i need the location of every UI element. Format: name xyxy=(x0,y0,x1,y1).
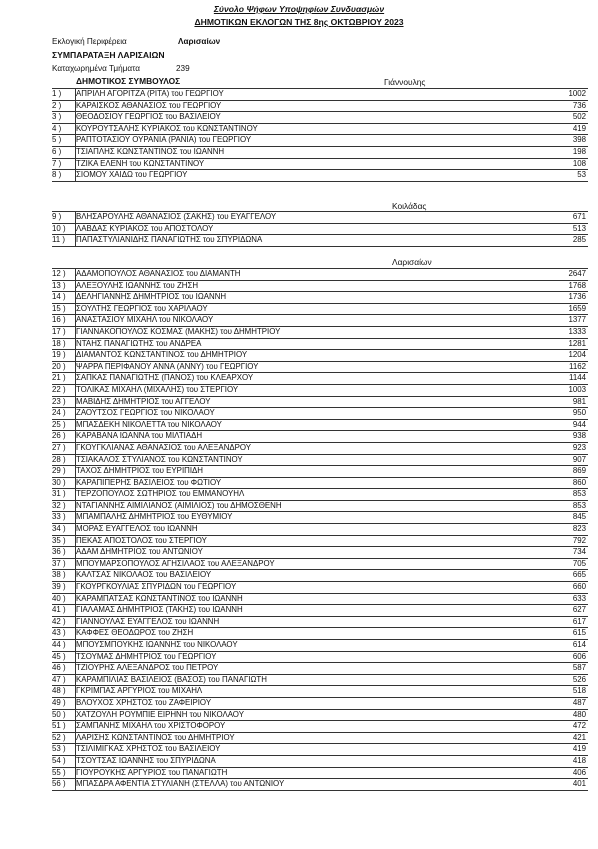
table-row xyxy=(52,768,588,780)
candidate-name: ΔΙΑΜΑΝΤΟΣ ΚΩΝΣΤΑΝΤΙΝΟΣ του ΔΗΜΗΤΡΙΟΥ xyxy=(76,350,248,360)
candidate-name: ΓΙΑΝΝΟΥΛΑΣ ΕΥΑΓΓΕΛΟΣ του ΙΩΑΝΝΗ xyxy=(76,616,220,626)
candidate-votes: 472 xyxy=(572,721,586,731)
table-row xyxy=(52,698,588,710)
candidate-number: 1 ) xyxy=(52,89,62,98)
candidate-name: ΠΕΚΑΣ ΑΠΟΣΤΟΛΟΣ του ΣΤΕΡΓΙΟΥ xyxy=(76,535,207,545)
candidate-votes: 671 xyxy=(572,212,586,221)
table-row xyxy=(52,605,588,617)
candidate-number: 21 ) xyxy=(52,373,66,383)
candidate-name: ΣΑΠΚΑΣ ΠΑΝΑΓΙΩΤΗΣ (ΠΑΝΟΣ) του ΚΛΕΑΡΧΟΥ xyxy=(76,373,254,383)
table-row xyxy=(52,779,588,791)
table-row xyxy=(52,663,588,675)
candidate-number: 45 ) xyxy=(52,651,66,661)
candidate-name: ΑΛΕΞΟΥΛΗΣ ΙΩΑΝΝΗΣ του ΖΗΣΗ xyxy=(76,280,199,290)
candidate-name: ΚΑΡΑΠΙΠΕΡΗΣ ΒΑΣΙΛΕΙΟΣ του ΦΩΤΙΟΥ xyxy=(76,477,222,487)
candidate-number: 56 ) xyxy=(52,779,66,789)
table-row xyxy=(52,385,588,397)
candidate-votes: 419 xyxy=(572,744,586,754)
table-row xyxy=(52,112,588,124)
candidate-votes: 736 xyxy=(572,100,586,110)
candidate-name: ΤΣΟΥΜΑΣ ΔΗΜΗΤΡΙΟΣ του ΓΕΩΡΓΙΟΥ xyxy=(76,651,217,661)
candidate-name: ΨΑΡΡΑ ΠΕΡΙΦΑΝΟΥ ΑΝΝΑ (ΑΝΝΥ) του ΓΕΩΡΓΙΟΥ xyxy=(76,361,259,371)
table-row xyxy=(52,269,588,281)
candidate-number: 38 ) xyxy=(52,570,66,580)
candidate-name: ΤΣΙΑΚΑΛΟΣ ΣΤΥΛΙΑΝΟΣ του ΚΩΝΣΤΑΝΤΙΝΟΥ xyxy=(76,454,243,464)
candidate-votes: 615 xyxy=(572,628,586,638)
candidate-number: 35 ) xyxy=(52,535,66,545)
candidate-name: ΓΚΟΥΡΓΚΟΥΛΙΑΣ ΣΠΥΡΙΔΩΝ του ΓΕΩΡΓΙΟΥ xyxy=(76,582,237,592)
candidate-name: ΑΠΡΙΛΗ ΑΓΟΡΙΤΖΑ (ΡΙΤΑ) του ΓΕΩΡΓΙΟΥ xyxy=(76,89,224,98)
candidate-votes: 1204 xyxy=(568,350,586,360)
table-row xyxy=(52,652,588,664)
table-row xyxy=(52,536,588,548)
candidate-number: 40 ) xyxy=(52,593,66,603)
candidate-votes: 513 xyxy=(572,223,586,233)
candidate-number: 50 ) xyxy=(52,709,66,719)
candidate-name: ΜΠΟΥΜΑΡΣΟΠΟΥΛΟΣ ΑΓΗΣΙΛΑΟΣ του ΑΛΕΞΑΝΔΡΟΥ xyxy=(76,558,275,568)
candidate-name: ΘΕΟΔΟΣΙΟΥ ΓΕΩΡΓΙΟΣ του ΒΑΣΙΛΕΙΟΥ xyxy=(76,112,221,122)
candidate-name: ΒΛΟΥΧΟΣ ΧΡΗΣΤΟΣ του ΖΑΦΕΙΡΙΟΥ xyxy=(76,697,212,707)
table-row xyxy=(52,640,588,652)
table-row xyxy=(52,373,588,385)
candidate-number: 31 ) xyxy=(52,489,66,499)
table-row xyxy=(52,304,588,316)
table-row xyxy=(52,466,588,478)
candidate-number: 7 ) xyxy=(52,158,62,168)
candidate-number: 19 ) xyxy=(52,350,66,360)
column-header: ΔΗΜΟΤΙΚΟΣ ΣΥΜΒΟΥΛΟΣ xyxy=(76,76,181,86)
candidate-votes: 792 xyxy=(572,535,586,545)
candidate-votes: 869 xyxy=(572,466,586,476)
candidate-votes: 633 xyxy=(572,593,586,603)
candidate-votes: 853 xyxy=(572,489,586,499)
candidate-number: 9 ) xyxy=(52,212,62,221)
candidate-number: 26 ) xyxy=(52,431,66,441)
table-row xyxy=(52,628,588,640)
table-row xyxy=(52,101,588,113)
candidate-name: ΝΤΑΓΙΑΝΝΗΣ ΑΙΜΙΛΙΑΝΟΣ (ΑΙΜΙΛΙΟΣ) του ΔΗΜΟΣΘΕΝΗ xyxy=(76,500,282,510)
candidate-name: ΣΑΜΠΑΝΗΣ ΜΙΧΑΗΛ του ΧΡΙΣΤΟΦΟΡΟΥ xyxy=(76,721,226,731)
candidate-votes: 981 xyxy=(572,396,586,406)
candidate-name: ΜΠΑΜΠΑΛΗΣ ΔΗΜΗΤΡΙΟΣ του ΕΥΘΥΜΙΟΥ xyxy=(76,512,233,522)
candidate-name: ΤΣΙΑΠΛΗΣ ΚΩΝΣΤΑΝΤΙΝΟΣ του ΙΩΑΝΝΗ xyxy=(76,146,225,156)
document-subtitle: ΔΗΜΟΤΙΚΩΝ ΕΚΛΟΓΩΝ ΤΗΣ 8ης ΟΚΤΩΒΡΙΟΥ 2023 xyxy=(194,17,404,27)
candidate-votes: 1659 xyxy=(568,303,586,313)
candidate-name: ΖΑΟΥΤΣΟΣ ΓΕΩΡΓΙΟΣ του ΝΙΚΟΛΑΟΥ xyxy=(76,408,215,418)
table-row xyxy=(52,408,588,420)
candidate-number: 23 ) xyxy=(52,396,66,406)
candidate-number: 10 ) xyxy=(52,223,66,233)
candidate-number: 29 ) xyxy=(52,466,66,476)
table-row xyxy=(52,547,588,559)
candidate-votes: 606 xyxy=(572,651,586,661)
candidate-number: 49 ) xyxy=(52,697,66,707)
candidate-name: ΤΕΡΖΟΠΟΥΛΟΣ ΣΩΤΗΡΙΟΣ του ΕΜΜΑΝΟΥΗΛ xyxy=(76,489,245,499)
table-row xyxy=(52,397,588,409)
candidate-number: 37 ) xyxy=(52,558,66,568)
table-row xyxy=(52,339,588,351)
table-row xyxy=(52,686,588,698)
candidate-number: 16 ) xyxy=(52,315,66,325)
candidate-number: 47 ) xyxy=(52,674,66,684)
candidate-name: ΓΙΑΛΑΜΑΣ ΔΗΜΗΤΡΙΟΣ (ΤΑΚΗΣ) του ΙΩΑΝΝΗ xyxy=(76,605,243,615)
candidate-votes: 614 xyxy=(572,640,586,649)
candidate-number: 52 ) xyxy=(52,732,66,742)
candidate-number: 28 ) xyxy=(52,454,66,464)
region-label: Εκλογική Περιφέρεια xyxy=(52,37,127,46)
candidate-name: ΤΑΧΟΣ ΔΗΜΗΤΡΙΟΣ του ΕΥΡΙΠΙΔΗ xyxy=(76,466,203,476)
candidate-votes: 398 xyxy=(572,135,586,145)
candidate-votes: 907 xyxy=(572,454,586,464)
candidate-name: ΤΖΙΟΥΡΗΣ ΑΛΕΞΑΝΔΡΟΣ του ΠΕΤΡΟΥ xyxy=(76,663,219,673)
table-row xyxy=(52,135,588,147)
candidate-votes: 705 xyxy=(572,558,586,568)
candidate-number: 25 ) xyxy=(52,419,66,429)
candidate-name: ΠΑΠΑΣΤΥΛΙΑΝΙΔΗΣ ΠΑΝΑΓΙΩΤΗΣ του ΣΠΥΡΙΔΩΝΑ xyxy=(76,235,263,245)
candidate-votes: 853 xyxy=(572,500,586,510)
candidate-name: ΜΟΡΑΣ ΕΥΑΓΓΕΛΟΣ του ΙΩΑΝΝΗ xyxy=(76,524,198,534)
candidate-number: 11 ) xyxy=(52,235,66,245)
candidate-number: 44 ) xyxy=(52,640,66,649)
candidate-name: ΒΛΗΣΑΡΟΥΛΗΣ ΑΘΑΝΑΣΙΟΣ (ΣΑΚΗΣ) του ΕΥΑΓΓΕΛΟΥ xyxy=(76,212,277,221)
candidate-name: ΜΠΑΣΔΕΚΗ ΝΙΚΟΛΕΤΤΑ του ΝΙΚΟΛΑΟΥ xyxy=(76,419,222,429)
document-title: Σύνολο Ψήφων Υποψηφίων Συνδυασμών xyxy=(213,4,385,14)
sections-value: 239 xyxy=(176,64,190,73)
table-row xyxy=(52,224,588,236)
candidate-votes: 938 xyxy=(572,431,586,441)
candidate-name: ΓΙΑΝΝΑΚΟΠΟΥΛΟΣ ΚΟΣΜΑΣ (ΜΑΚΗΣ) του ΔΗΜΗΤΡΙΟΥ xyxy=(76,326,281,336)
candidate-votes: 587 xyxy=(572,663,586,673)
table-row xyxy=(52,455,588,467)
candidate-votes: 198 xyxy=(572,146,586,156)
candidate-votes: 1281 xyxy=(568,338,586,348)
candidate-votes: 860 xyxy=(572,477,586,487)
candidate-votes: 923 xyxy=(572,442,586,452)
candidate-votes: 1736 xyxy=(568,292,586,302)
candidate-name: ΜΑΒΙΔΗΣ ΔΗΜΗΤΡΙΟΣ του ΑΓΓΕΛΟΥ xyxy=(76,396,211,406)
candidate-number: 42 ) xyxy=(52,616,66,626)
candidate-votes: 950 xyxy=(572,408,586,418)
candidate-name: ΚΑΡΑΜΠΙΛΙΑΣ ΒΑΣΙΛΕΙΟΣ (ΒΑΣΟΣ) του ΠΑΝΑΓΙΩΤΗ xyxy=(76,674,267,684)
table-row xyxy=(52,292,588,304)
candidate-number: 53 ) xyxy=(52,744,66,754)
candidate-name: ΤΣΙΛΙΜΙΓΚΑΣ ΧΡΗΣΤΟΣ του ΒΑΣΙΛΕΙΟΥ xyxy=(76,744,221,754)
candidate-votes: 487 xyxy=(572,697,586,707)
table-row xyxy=(52,443,588,455)
party-name: ΣΥΜΠΑΡΑΤΑΞΗ ΛΑΡΙΣΑΙΩΝ xyxy=(52,50,165,60)
candidate-votes: 1333 xyxy=(568,326,586,336)
candidate-name: ΛΑΒΔΑΣ ΚΥΡΙΑΚΟΣ του ΑΠΟΣΤΟΛΟΥ xyxy=(76,223,214,233)
candidate-name: ΚΑΛΤΣΑΣ ΝΙΚΟΛΑΟΣ του ΒΑΣΙΛΕΙΟΥ xyxy=(76,570,212,580)
candidate-name: ΜΠΑΣΔΡΑ ΑΦΕΝΤΙΑ ΣΤΥΛΙΑΝΗ (ΣΤΕΛΛΑ) του ΑΝΤΩΝΙΟΥ xyxy=(76,779,285,789)
candidate-votes: 660 xyxy=(572,582,586,592)
candidate-votes: 845 xyxy=(572,512,586,522)
table-row xyxy=(52,582,588,594)
candidate-number: 13 ) xyxy=(52,280,66,290)
table-row xyxy=(52,501,588,513)
candidate-votes: 2647 xyxy=(568,269,586,278)
table-row xyxy=(52,617,588,629)
candidate-name: ΚΟΥΡΟΥΤΣΑΛΗΣ ΚΥΡΙΑΚΟΣ του ΚΩΝΣΤΑΝΤΙΝΟΥ xyxy=(76,123,258,133)
candidate-number: 55 ) xyxy=(52,767,66,777)
candidate-name: ΚΑΦΦΕΣ ΘΕΟΔΩΡΟΣ του ΖΗΣΗ xyxy=(76,628,194,638)
candidate-number: 34 ) xyxy=(52,524,66,534)
sections-label: Καταχωρημένα Τμήματα xyxy=(52,64,140,73)
candidate-votes: 1162 xyxy=(569,361,586,371)
region-value: Λαρισαίων xyxy=(178,37,221,46)
candidate-votes: 617 xyxy=(572,616,586,626)
candidate-name: ΣΙΟΜΟΥ ΧΑΙΔΩ του ΓΕΩΡΓΙΟΥ xyxy=(76,170,188,180)
candidate-number: 43 ) xyxy=(52,628,66,638)
candidate-number: 36 ) xyxy=(52,547,66,557)
candidate-name: ΔΕΛΗΓΙΑΝΝΗΣ ΔΗΜΗΤΡΙΟΣ του ΙΩΑΝΝΗ xyxy=(76,292,227,302)
table-row xyxy=(52,159,588,171)
candidate-number: 6 ) xyxy=(52,146,62,156)
candidate-number: 30 ) xyxy=(52,477,66,487)
candidate-name: ΑΔΑΜ ΔΗΜΗΤΡΙΟΣ του ΑΝΤΩΝΙΟΥ xyxy=(76,547,203,557)
candidate-number: 32 ) xyxy=(52,500,66,510)
candidate-number: 24 ) xyxy=(52,408,66,418)
table-row xyxy=(52,594,588,606)
table-row xyxy=(52,235,588,247)
table-row xyxy=(52,675,588,687)
candidate-votes: 1002 xyxy=(568,89,586,98)
candidate-name: ΡΑΠΤΟΤΑΣΙΟΥ ΟΥΡΑΝΙΑ (ΡΑΝΙΑ) του ΓΕΩΡΓΙΟΥ xyxy=(76,135,252,145)
table-row xyxy=(52,147,588,159)
candidate-name: ΤΟΛΙΚΑΣ ΜΙΧΑΗΛ (ΜΙΧΑΛΗΣ) του ΣΤΕΡΓΙΟΥ xyxy=(76,384,239,394)
candidate-number: 2 ) xyxy=(52,100,62,110)
table-row xyxy=(52,524,588,536)
table-row xyxy=(52,489,588,501)
table-row xyxy=(52,721,588,733)
table-row xyxy=(52,420,588,432)
candidate-number: 41 ) xyxy=(52,605,66,615)
candidate-name: ΚΑΡΑΒΑΝΑ ΙΩΑΝΝΑ του ΜΙΛΤΙΑΔΗ xyxy=(76,431,203,441)
table-row xyxy=(52,512,588,524)
candidate-votes: 421 xyxy=(572,732,586,742)
candidate-number: 22 ) xyxy=(52,384,66,394)
table-row xyxy=(52,362,588,374)
candidate-number: 15 ) xyxy=(52,303,66,313)
candidate-name: ΚΑΡΑΙΣΚΟΣ ΑΘΑΝΑΣΙΟΣ του ΓΕΩΡΓΙΟΥ xyxy=(76,100,222,110)
candidate-name: ΝΤΑΗΣ ΠΑΝΑΓΙΩΤΗΣ του ΑΝΔΡΕΑ xyxy=(76,338,202,348)
candidate-number: 33 ) xyxy=(52,512,66,522)
candidate-votes: 627 xyxy=(572,605,586,615)
table-row xyxy=(52,570,588,582)
group-title: Λαρισαίων xyxy=(392,257,432,267)
candidate-votes: 285 xyxy=(572,235,586,245)
candidate-votes: 1003 xyxy=(568,384,586,394)
candidate-number: 8 ) xyxy=(52,170,62,180)
candidate-number: 20 ) xyxy=(52,361,66,371)
candidate-votes: 1768 xyxy=(568,280,586,290)
candidate-name: ΛΑΡΙΣΗΣ ΚΩΝΣΤΑΝΤΙΝΟΣ του ΔΗΜΗΤΡΙΟΥ xyxy=(76,732,235,742)
candidate-number: 17 ) xyxy=(52,326,66,336)
candidate-votes: 418 xyxy=(572,755,586,765)
candidate-votes: 53 xyxy=(577,170,586,180)
candidate-number: 48 ) xyxy=(52,686,66,696)
table-row xyxy=(52,756,588,768)
group-rows-2 xyxy=(52,268,588,791)
candidate-votes: 823 xyxy=(572,524,586,534)
candidate-number: 46 ) xyxy=(52,663,66,673)
candidate-votes: 406 xyxy=(572,767,586,777)
table-row xyxy=(52,124,588,136)
table-row xyxy=(52,212,588,224)
table-row xyxy=(52,733,588,745)
table-row xyxy=(52,350,588,362)
candidate-number: 18 ) xyxy=(52,338,66,348)
candidate-votes: 502 xyxy=(572,112,586,122)
group-title: Γιάννουλης xyxy=(384,77,426,87)
candidate-votes: 108 xyxy=(572,158,586,168)
table-row xyxy=(52,281,588,293)
group-title: Κοιλάδας xyxy=(392,201,427,211)
candidate-votes: 518 xyxy=(572,686,586,696)
candidate-votes: 419 xyxy=(572,123,586,133)
candidate-name: ΣΟΥΛΤΗΣ ΓΕΩΡΓΙΟΣ του ΧΑΡΙΛΑΟΥ xyxy=(76,303,208,313)
candidate-name: ΑΔΑΜΟΠΟΥΛΟΣ ΑΘΑΝΑΣΙΟΣ του ΔΙΑΜΑΝΤΗ xyxy=(76,269,241,278)
candidate-name: ΤΣΟΥΤΣΑΣ ΙΩΑΝΝΗΣ του ΣΠΥΡΙΔΩΝΑ xyxy=(76,755,216,765)
candidate-name: ΧΑΤΖΟΥΛΗ ΡΟΥΜΠΙΕ ΕΙΡΗΝΗ του ΝΙΚΟΛΑΟΥ xyxy=(76,709,244,719)
candidate-number: 54 ) xyxy=(52,755,66,765)
candidate-number: 5 ) xyxy=(52,135,62,145)
candidate-name: ΤΖΙΚΑ ΕΛΕΝΗ του ΚΩΝΣΤΑΝΤΙΝΟΥ xyxy=(76,158,205,168)
candidate-name: ΓΙΟΥΡΟΥΚΗΣ ΑΡΓΥΡΙΟΣ του ΠΑΝΑΓΙΩΤΗ xyxy=(76,767,228,777)
candidate-name: ΑΝΑΣΤΑΣΙΟΥ ΜΙΧΑΗΛ του ΝΙΚΟΛΑΟΥ xyxy=(76,315,214,325)
candidate-votes: 665 xyxy=(572,570,586,580)
candidate-votes: 401 xyxy=(572,779,586,789)
table-row xyxy=(52,170,588,182)
group-rows-1 xyxy=(52,211,588,247)
table-row xyxy=(52,431,588,443)
table-row xyxy=(52,744,588,756)
table-row xyxy=(52,478,588,490)
candidate-number: 12 ) xyxy=(52,269,66,278)
table-row xyxy=(52,89,588,101)
candidate-number: 14 ) xyxy=(52,292,66,302)
candidate-number: 51 ) xyxy=(52,721,66,731)
group-rows-0 xyxy=(52,88,588,182)
table-row xyxy=(52,559,588,571)
candidate-name: ΚΑΡΑΜΠΑΤΣΑΣ ΚΩΝΣΤΑΝΤΙΝΟΣ του ΙΩΑΝΝΗ xyxy=(76,593,243,603)
candidate-number: 4 ) xyxy=(52,123,62,133)
candidate-votes: 480 xyxy=(572,709,586,719)
table-row xyxy=(52,315,588,327)
candidate-name: ΜΠΟΥΣΜΠΟΥΚΗΣ ΙΩΑΝΝΗΣ του ΝΙΚΟΛΑΟΥ xyxy=(76,640,238,649)
candidate-number: 39 ) xyxy=(52,582,66,592)
candidate-name: ΓΚΡΙΜΠΑΣ ΑΡΓΥΡΙΟΣ του ΜΙΧΑΗΛ xyxy=(76,686,203,696)
candidate-number: 3 ) xyxy=(52,112,62,122)
candidate-votes: 734 xyxy=(572,547,586,557)
table-row xyxy=(52,327,588,339)
candidate-votes: 526 xyxy=(572,674,586,684)
candidate-votes: 944 xyxy=(572,419,586,429)
table-row xyxy=(52,710,588,722)
candidate-votes: 1144 xyxy=(569,373,586,383)
candidate-votes: 1377 xyxy=(568,315,586,325)
candidate-number: 27 ) xyxy=(52,442,66,452)
candidate-name: ΓΚΟΥΓΚΛΙΑΝΑΣ ΑΘΑΝΑΣΙΟΣ του ΑΛΕΞΑΝΔΡΟΥ xyxy=(76,442,252,452)
